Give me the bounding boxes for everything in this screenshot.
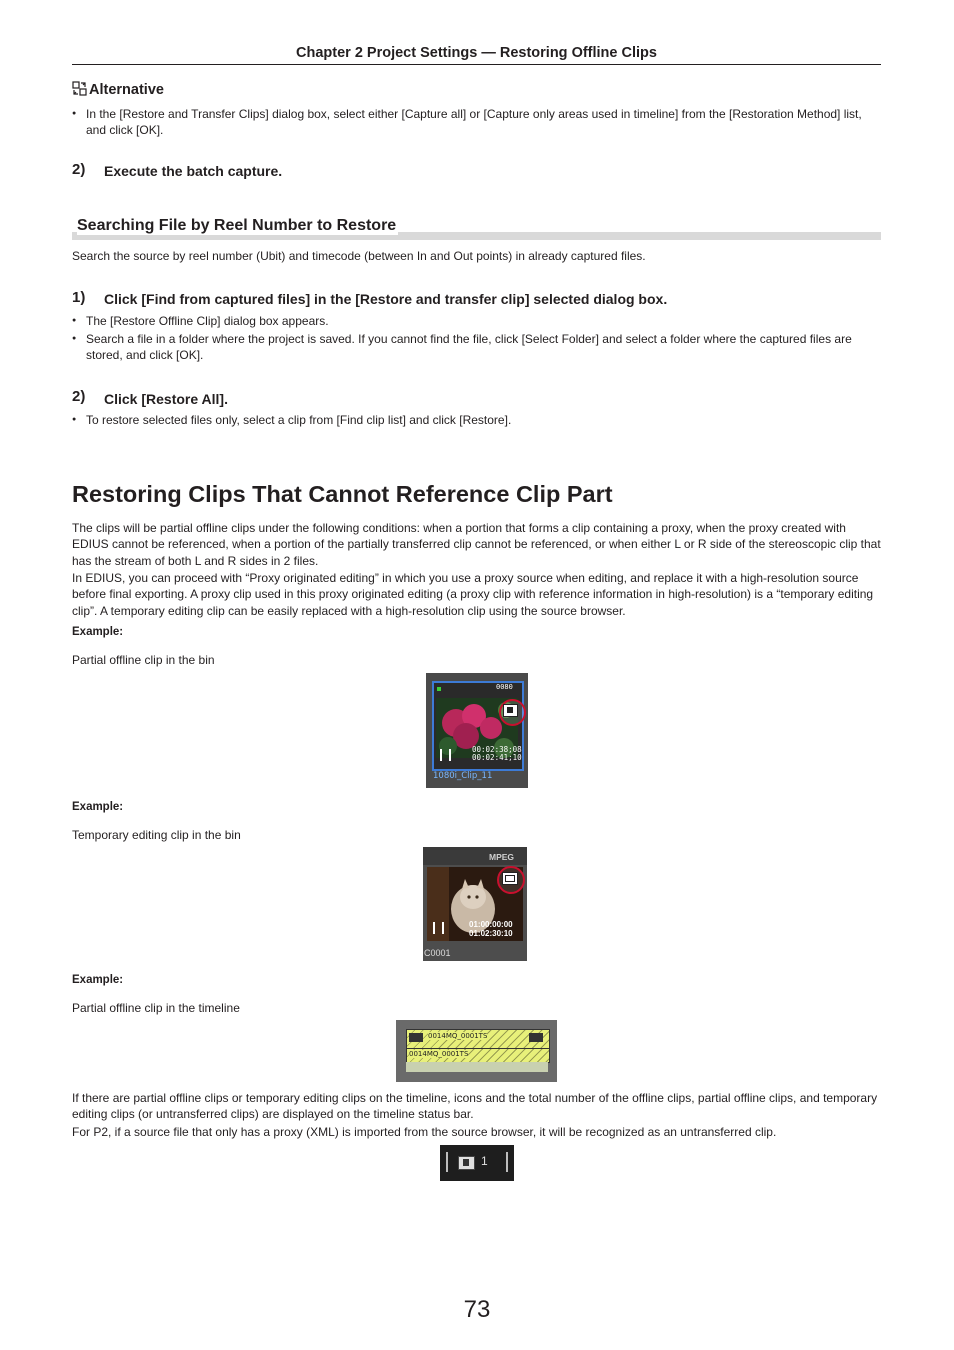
alternative-heading — [72, 81, 164, 98]
clip-name: 1080i_Clip_11 — [433, 771, 493, 781]
status-dot — [437, 687, 441, 691]
alternative-title: Alternative — [89, 82, 164, 98]
example-caption: Partial offline clip in the timeline — [72, 1001, 240, 1015]
page-number: 73 — [463, 1296, 491, 1323]
timeline-clip-thumbnail — [396, 1020, 557, 1082]
step-bullet: ● Search a file in a folder where the project is saved. If you cannot find the file, click [Select Folder] and select a folder where the captured files are stored, and click [OK]. — [72, 331, 881, 364]
clip-format-tag: 0080 — [496, 683, 513, 691]
step-text: Execute the batch capture. — [104, 163, 283, 179]
section-title: Searching File by Reel Number to Restore — [77, 217, 397, 234]
timecode-out: 01:02:30:10 — [469, 929, 513, 938]
step-number: 2) — [72, 161, 86, 178]
paragraph: In EDIUS, you can proceed with “Proxy originated editing” in which you use a proxy source when editing, and replace it with a high-resolution source before final exporting. A proxy clip used in this proxy originated editing (a proxy clip with reference information in high-resolution) is a “temporary editing clip”. A temporary editing clip can be easily replaced with a high-resolution clip using the source browser. — [72, 571, 874, 618]
status-divider — [506, 1152, 508, 1172]
clip-name: C0001 — [424, 948, 451, 958]
paragraph: If there are partial offline clips or temporary editing clips on the timeline, icons and the total number of the offline clips, partial offline clips, and temporary editing clips (or untransferred clips) are displayed on the timeline status bar. — [72, 1091, 878, 1122]
alternative-icon — [72, 81, 87, 96]
step-text: Click [Find from captured files] in the [Restore and transfer clip] selected dialog box. — [104, 291, 668, 307]
clip-icon — [409, 1033, 423, 1042]
paragraph: The clips will be partial offline clips under the following conditions: when a portion that forms a clip containing a proxy, when the proxy created with EDIUS cannot be referenced, when a portion of the partially transferred clip cannot be referenced, or when either L or R side of the stereoscopic clip that has the stream of both L and R sides in 2 files. — [72, 521, 881, 568]
bin-clip-thumbnail — [426, 673, 528, 788]
section-intro: Search the source by reel number (Ubit) and timecode (between In and Out points) in already captured files. — [72, 249, 646, 263]
audio-track — [406, 1062, 548, 1072]
example-label: Example: — [72, 626, 124, 638]
status-count: 1 — [481, 1154, 488, 1168]
alternative-bullet: ● In the [Restore and Transfer Clips] dialog box, select either [Capture all] or [Capture only areas used in timeline] from the [Restoration Method] list, and click [OK]. — [72, 106, 881, 139]
bin-clip-thumbnail — [423, 847, 527, 961]
partial-offline-icon — [529, 1033, 543, 1042]
page-heading: Restoring Clips That Cannot Reference Clip Part — [72, 481, 613, 507]
timecode-in: 00:02:38;08 — [472, 745, 522, 754]
timeline-clip-track-2 — [406, 1048, 550, 1063]
clip-label: 0014MQ_0001TS — [409, 1050, 469, 1058]
step-number: 2) — [72, 388, 86, 405]
clip-label: 0014MQ_0001TS — [428, 1032, 488, 1040]
timecode-out: 00:02:41;10 — [472, 753, 522, 762]
page-header: Chapter 2 Project Settings — Restoring Offline Clips — [296, 45, 657, 61]
temporary-editing-icon — [502, 872, 518, 885]
film-icon — [440, 749, 451, 761]
timecode-in: 01:00:00:00 — [469, 920, 513, 929]
example-label: Example: — [72, 801, 124, 813]
timeline-status-bar — [440, 1145, 514, 1181]
header-rule — [72, 64, 881, 65]
film-icon — [433, 922, 444, 934]
example-label: Example: — [72, 974, 124, 986]
step-text: Click [Restore All]. — [104, 391, 228, 407]
example-caption: Temporary editing clip in the bin — [72, 828, 241, 842]
step-number: 1) — [72, 289, 86, 306]
clip-format-tag: MPEG — [489, 852, 515, 862]
status-divider — [446, 1152, 448, 1172]
partial-offline-icon — [503, 704, 518, 717]
step-bullet: ● The [Restore Offline Clip] dialog box appears. — [72, 313, 881, 329]
partial-offline-icon — [458, 1156, 475, 1170]
example-caption: Partial offline clip in the bin — [72, 653, 215, 667]
step-bullet: ● To restore selected files only, select a clip from [Find clip list] and click [Restore]. — [72, 412, 881, 428]
paragraph: For P2, if a source file that only has a proxy (XML) is imported from the source browser, it will be recognized as an untransferred clip. — [72, 1125, 777, 1139]
timeline-clip-track-1 — [406, 1029, 550, 1049]
